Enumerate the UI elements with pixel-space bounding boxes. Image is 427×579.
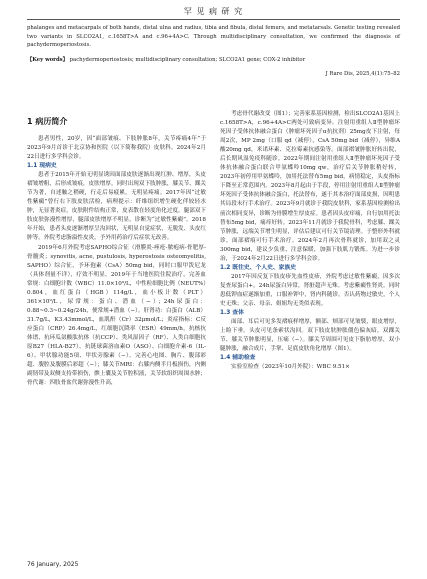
subsection-title-physical-exam: 1.3 查体	[220, 309, 244, 316]
past-history-paragraph: 2017年因反复下肢皮疹先血性皮疹，外院考虑过敏性紫癜，因多次复查尿蛋白+，24h尿蛋白异常，肾脏超声无殊。考虑紫癜性肾炎。同时患低钾血症遂渐加重，口服补钾中，肾内科随诊。否认药物过敏史，个人史无殊；父亲、母亲、姐姐均无类似表现。	[220, 273, 400, 307]
subsection-title-past-history: 1.2 既往史、个人史、家族史	[220, 264, 297, 271]
keywords-line	[27, 56, 400, 64]
journal-title: 罕 见 病 研 究	[183, 7, 244, 16]
header-divider	[27, 19, 400, 20]
keywords-text: pachydermoperiostosis; multidisciplinary consultation; SLCO2A1 gene; COX-2 inhibitor	[69, 57, 306, 63]
section-title-case-report: 1 病历简介	[27, 117, 68, 126]
history-paragraph-1: 患者于2015年开始无明显诱因面部皮肤逐渐出现红肿、增厚，头皮褶皱增粗，后形成皱痕，皮肤增厚。同时出现双下肢肿胀，膝关节、踝关节为著，自述触之稍硬，行走后易疲累，无明显疼痛。2017年因“过敏性紫癜”曾行右下肢皮肤活检，病理提示：纤维组织增生硬化伴较轻水肿，无显著炎症，皮肤附件结构正常，皮表散在轻度角化过度。腿部双下肢皮肤弥漫性增厚，腿部皮肤增厚不明显，诊断为“过敏性紫癜”。2018年开始，患者头皮逐渐增厚呈沟回状，无明显自觉症状，无脱发、头皮红肿等。外院考虑脂溢性皮炎，予外用药治疗后症状无改善。	[27, 172, 207, 242]
english-abstract: phalanges and metacarpals of both hands, distal ulna and radius, tibia and fibula, distal femurs, and metatarsals. Genetic testing revealed two variants in SLCO2A1, c.1658T>A and c.96+4A>C. Through multidisciplinary consultation, we confirmed the diagnosis of pachydermoperiostosis.	[27, 25, 400, 49]
subsection-title-lab-exams: 1.4 辅助检查	[220, 355, 256, 362]
lab-exam-paragraph: 实验室检查（2023年10月外院）：WBC 9.51×	[231, 364, 350, 371]
right-column	[220, 110, 400, 372]
history-paragraph-2: 2019年6月外院考虑SAPHO综合征（滑膜炎-痤疮-脓疱病-骨肥厚-骨髓炎；synovitis, acne, pustulosis, hyperostosis osteomyelitis, SAPHO）综合征，予环孢素（CsA）50mg bid，同时口服甲泼尼龙（具体剂量不详），疗效不明显。2019年于当地医院住院治疗，完善血常规：白细胞计数（WBC）11.0×10⁹/L，中性粒细胞比例（NEUT%）0.804，血红蛋白（HGB）114g/L，血小板计数（PLT）361×10⁹/L，尿常规：蛋白、潜血（−）；24h尿蛋白：0.88~0.3~0.24g/24h，便常规+潜血（−）。肝肾功：白蛋白（ALB）31.7g/L，K3.43mmol/L，血肌酐（Cr）32μmol/L；炎症指标：C反应蛋白（CRP）26.4mg/L，红细胞沉降率（ESR）49mm/h，抗核抗体谱、抗环瓜氨酸肽抗体（抗CCP）、类风湿因子（RF）、人类白细胞抗原B27（HLA-B27）、抗链球菌溶血素O（ASO）、白细胞介素-6（IL-6）、甲状腺功能5项、甲状旁腺素（−）。完善心电图、胸片、腹部彩超、腹腔及腹膜后彩超（−）；膝关节MRI：右膝内侧半月板损伤，内侧副韧带及双侧支持带损伤，髌上囊及关节腔积液，关节软组织周围水肿；骨代谢：四肢骨盆代谢弥漫性升高，	[27, 244, 207, 387]
case-intro-paragraph: 患者男性，20岁，因“面部皱痕、下肢肿胀8年，关节疼痛4年”于2023年9月首诊于北京协和医院（以下简称我院）皮肤科。2024年2月22日进行多学科会诊。	[27, 136, 206, 161]
keywords-label: 【Key words】	[27, 57, 68, 63]
issue-date: January, 2025	[36, 561, 79, 568]
physical-exam-paragraph: 面部、耳后可见多发褶痕样增厚，额部、颊部可见皱襞，眼皮增厚，上睑下垂。头皮可见条索状沟回。双下肢皮肤肿胀僵色偏灰暗，双踝关节、膝关节肿胀明显，压痛（−）。膝关节周围可见皮下脂肪增厚，双小腿肿胀，融合成片，手掌、足底皮肤角化增厚（图1）。	[220, 318, 400, 353]
left-column	[27, 110, 206, 388]
subsection-title-present-illness: 1.1 现病史	[27, 163, 57, 170]
citation-line: J Rare Dis, 2025,4(1):75–82	[325, 71, 400, 77]
page-number: 76	[27, 561, 35, 568]
page-footer	[27, 561, 78, 568]
genetics-treatment-paragraph: 考虑骨代谢改变（图1）；完善家系基因检测，检出SLCO2A1基因上c.1658T>A，c.96+4A>C两处可致病变异。注射用重组人Ⅱ型肿瘤坏死因子受体抗体融合蛋白（肿瘤坏死因子α抗抗剂）25mg皮下注射，每周2次，MP 2mg（口服 qd（减停），CsA 50mg bid（减停），异维A酸20mg qd，米诺环素、克拉霉素抗感染等。面部褶皱肿胀好转出院，后长期风湿免疫科随诊。2022年期间注射用重组人Ⅱ型肿瘤坏死因子受体抗体融合蛋白联合甲氨蝶呤10mg qw，治疗后关节肿胀稍好转，2023年初停用甲氨蝶呤，加用托法替布5mg bid，病情稳定，头皮指标下降至正常范围内。2023年8月起由于手段，停用注射用重组人Ⅱ型肿瘤坏死因子受体抗体融合蛋白，托法替布，遂于其本治疗面部皮损，因明患其局段未行手术治疗。2023年9月就诊于我院皮肤科，家系基因检测检出前次相同变异，诊断为骨膜增生厚皮症。患者因头皮痒痛，自行加用托法替布5mg bid，痛痒好转。2023年11月就诊于我院骨科，考虑膝、踝关节肿胀，远端关节增生明显，评估后建议可行关节镜清理。于整形外科就诊，面部褶痕可行手术治疗。2024年2月再次骨科就诊，加用双之灵300mg bid，建议少负重、注意保暖，加强下肢肌力锻炼。为进一步诊治，于2024年2月22日进行多学科会诊。	[220, 111, 401, 262]
